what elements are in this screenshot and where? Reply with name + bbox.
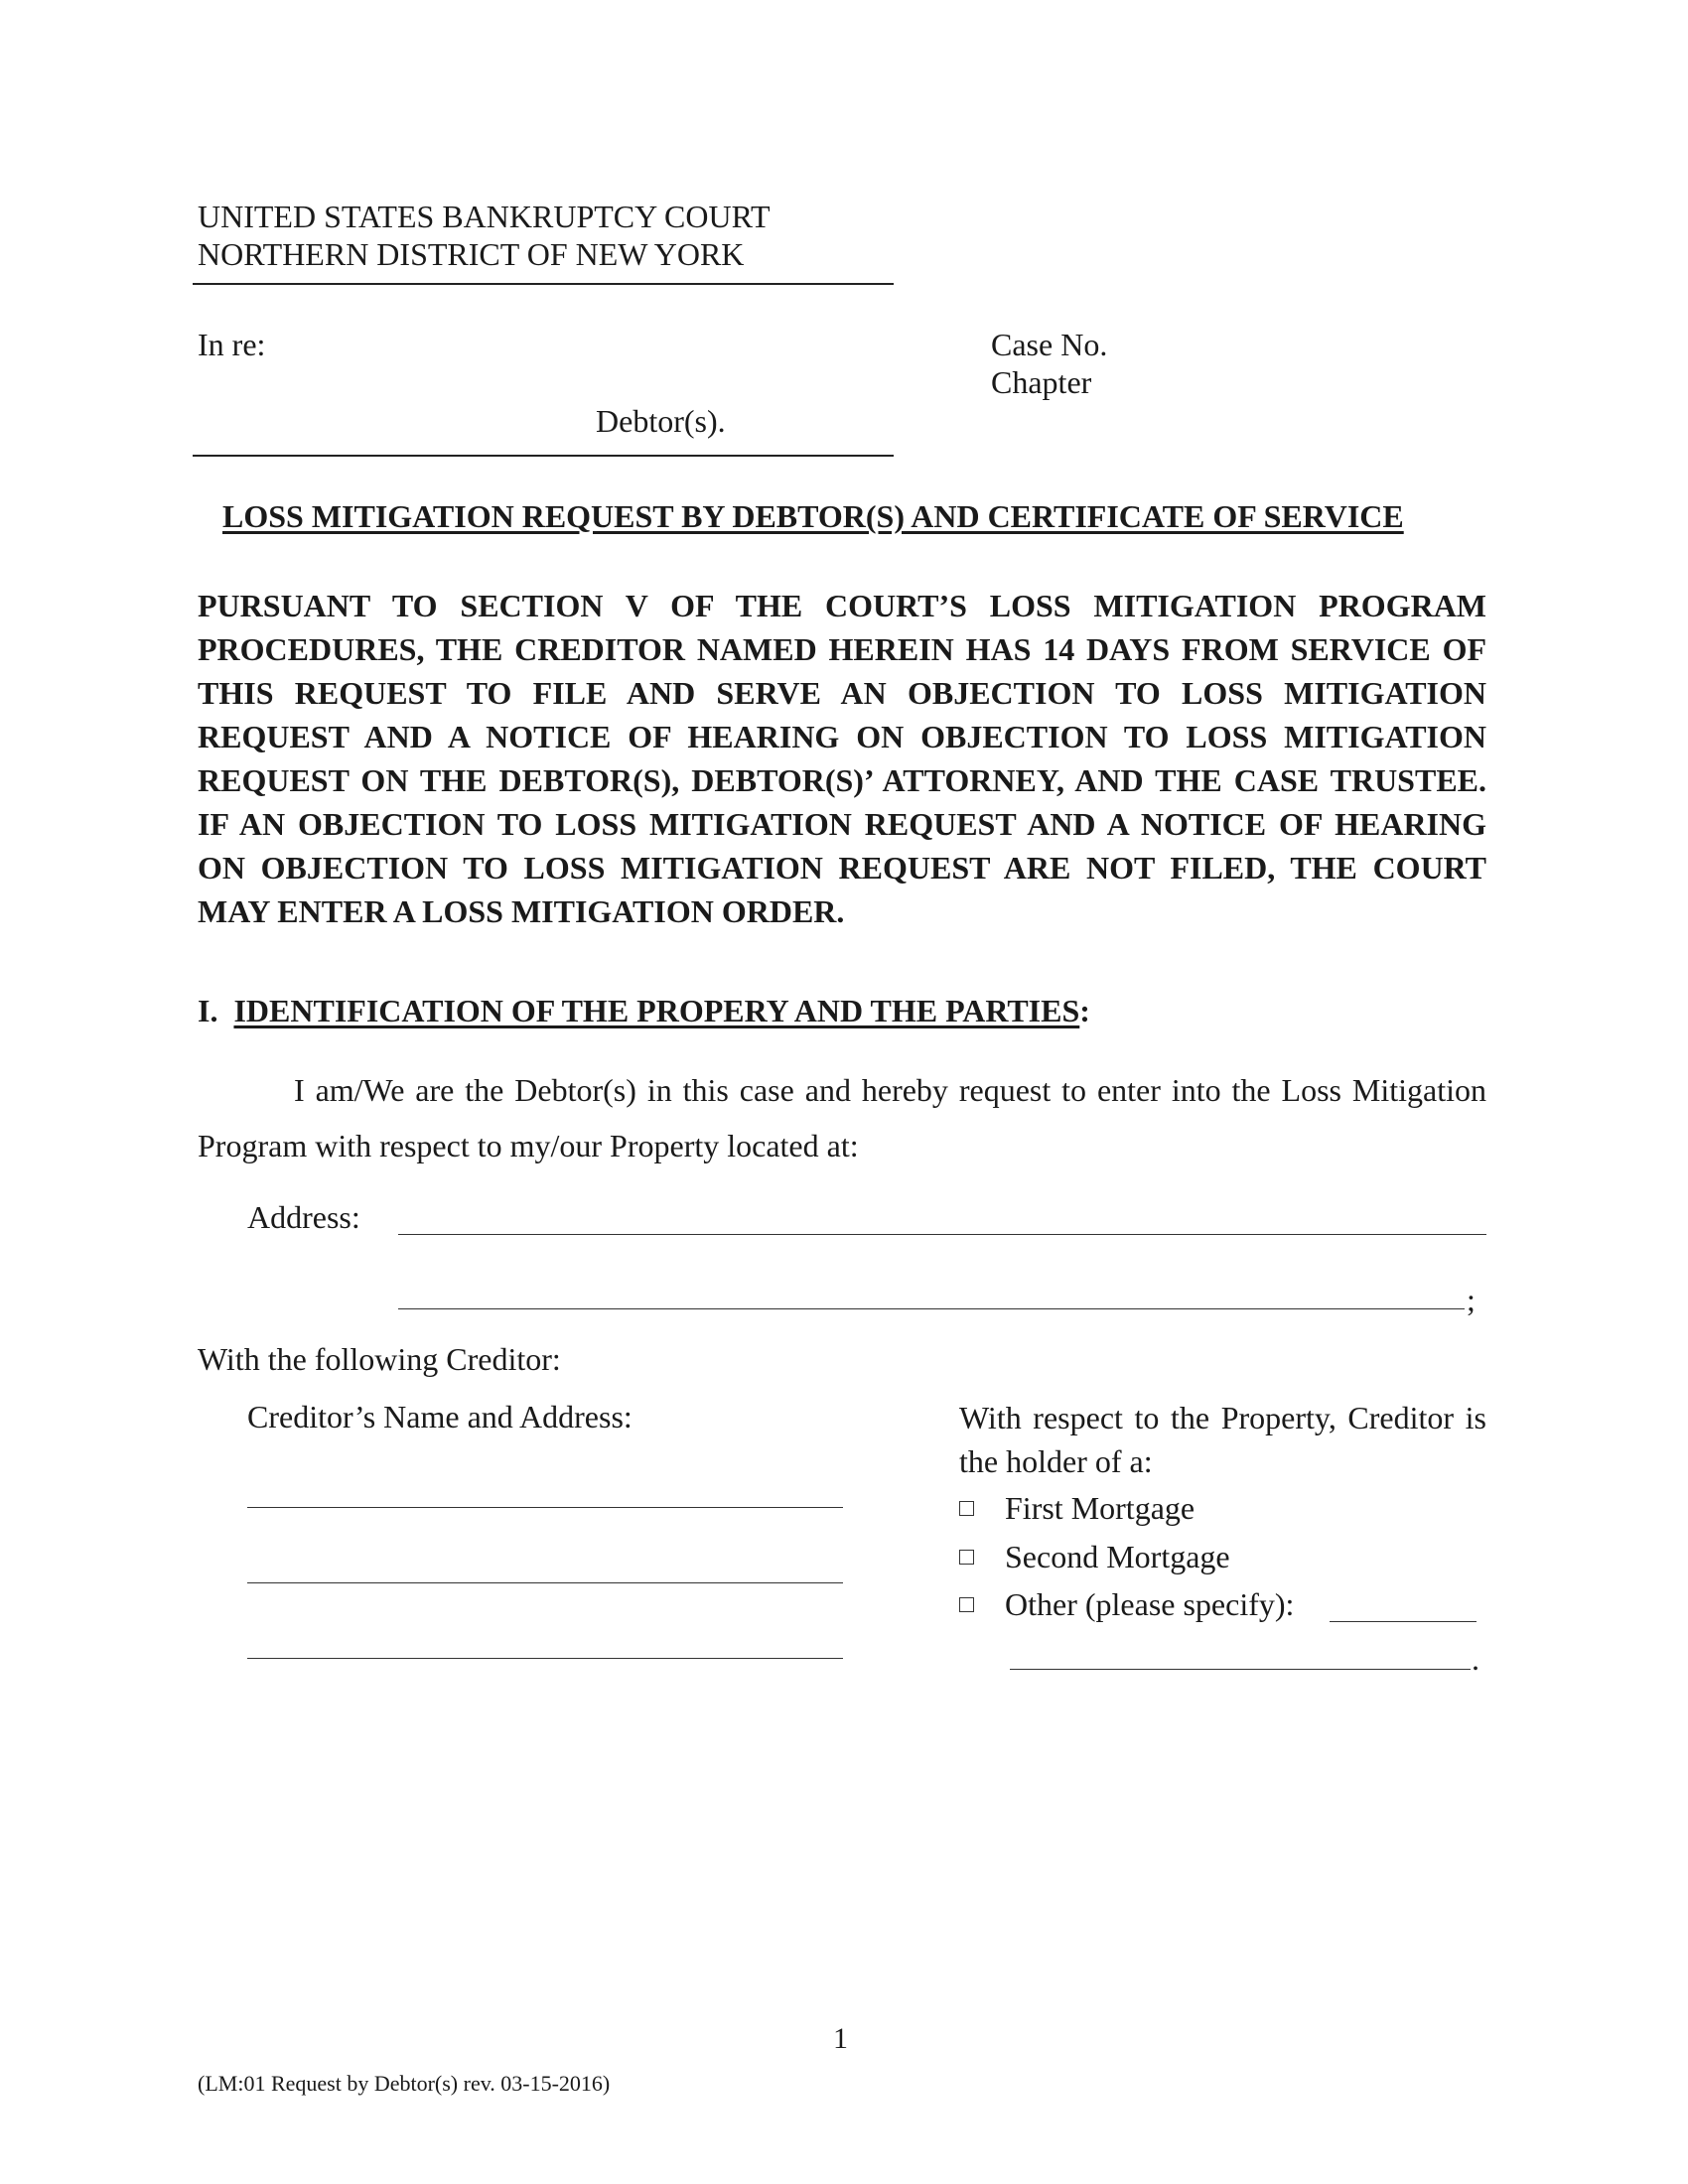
address-semicolon: ; bbox=[1467, 1282, 1476, 1317]
debtors-label: Debtor(s). bbox=[596, 403, 726, 439]
other-specify-line-1[interactable] bbox=[1330, 1621, 1477, 1622]
creditor-name-label: Creditor’s Name and Address: bbox=[247, 1399, 633, 1434]
section-number: I. bbox=[198, 993, 218, 1028]
court-name: UNITED STATES BANKRUPTCY COURT bbox=[198, 199, 771, 234]
option-other[interactable] bbox=[959, 1585, 1294, 1623]
creditor-line-1[interactable] bbox=[247, 1507, 843, 1508]
intro-paragraph: I am/We are the Debtor(s) in this case and hereby request to enter into the Loss Mitigation Program with respect to my/our Property located at: bbox=[198, 1072, 1486, 1163]
creditor-intro: With the following Creditor: bbox=[198, 1341, 561, 1377]
court-district: NORTHERN DISTRICT OF NEW YORK bbox=[198, 236, 745, 272]
document-title: LOSS MITIGATION REQUEST BY DEBTOR(S) AND CERTIFICATE OF SERVICE bbox=[222, 498, 1404, 534]
holder-intro: With respect to the Property, Creditor is the holder of a: bbox=[959, 1400, 1486, 1479]
other-specify-line-2[interactable] bbox=[1010, 1669, 1471, 1670]
caption-rule bbox=[193, 455, 894, 457]
creditor-line-2[interactable] bbox=[247, 1582, 843, 1583]
address-line-2[interactable] bbox=[398, 1308, 1465, 1309]
header-rule bbox=[193, 283, 894, 285]
case-no-label: Case No. bbox=[991, 327, 1108, 362]
notice-paragraph: PURSUANT TO SECTION V OF THE COURT’S LOSS MITIGATION PROGRAM PROCEDURES, THE CREDITOR NAMED HEREIN HAS 14 DAYS FROM SERVICE OF THIS REQUEST TO FILE AND SERVE AN OBJECTION TO LOSS MITIGATION REQUEST AND A NOTICE OF HEARING ON OBJECTION TO LOSS MITIGATION REQUEST ON THE DEBTOR(S), DEBTOR(S)’ ATTORNEY, AND THE CASE TRUSTEE. IF AN OBJECTION TO LOSS MITIGATION REQUEST AND A NOTICE OF HEARING ON OBJECTION TO LOSS MITIGATION REQUEST ARE NOT FILED, THE COURT MAY ENTER A LOSS MITIGATION ORDER. bbox=[198, 588, 1486, 929]
checkbox-icon[interactable] bbox=[959, 1550, 974, 1565]
section-title: IDENTIFICATION OF THE PROPERY AND THE PARTIES bbox=[233, 993, 1080, 1028]
chapter-label: Chapter bbox=[991, 364, 1092, 400]
section-colon: : bbox=[1079, 993, 1090, 1028]
checkbox-icon[interactable] bbox=[959, 1501, 974, 1516]
other-period: . bbox=[1472, 1641, 1479, 1677]
creditor-line-3[interactable] bbox=[247, 1658, 843, 1659]
option-label: Other (please specify): bbox=[1005, 1586, 1295, 1622]
in-re-label: In re: bbox=[198, 327, 266, 362]
checkbox-icon[interactable] bbox=[959, 1597, 974, 1612]
address-line-1[interactable] bbox=[398, 1234, 1486, 1235]
address-label: Address: bbox=[247, 1199, 360, 1235]
option-label: First Mortgage bbox=[1005, 1490, 1196, 1526]
option-second-mortgage[interactable] bbox=[959, 1538, 1230, 1575]
option-label: Second Mortgage bbox=[1005, 1539, 1230, 1574]
section-heading bbox=[198, 993, 1090, 1029]
page-number: 1 bbox=[833, 2022, 848, 2055]
option-first-mortgage[interactable] bbox=[959, 1489, 1195, 1527]
form-identifier: (LM:01 Request by Debtor(s) rev. 03-15-2016) bbox=[198, 2071, 611, 2096]
